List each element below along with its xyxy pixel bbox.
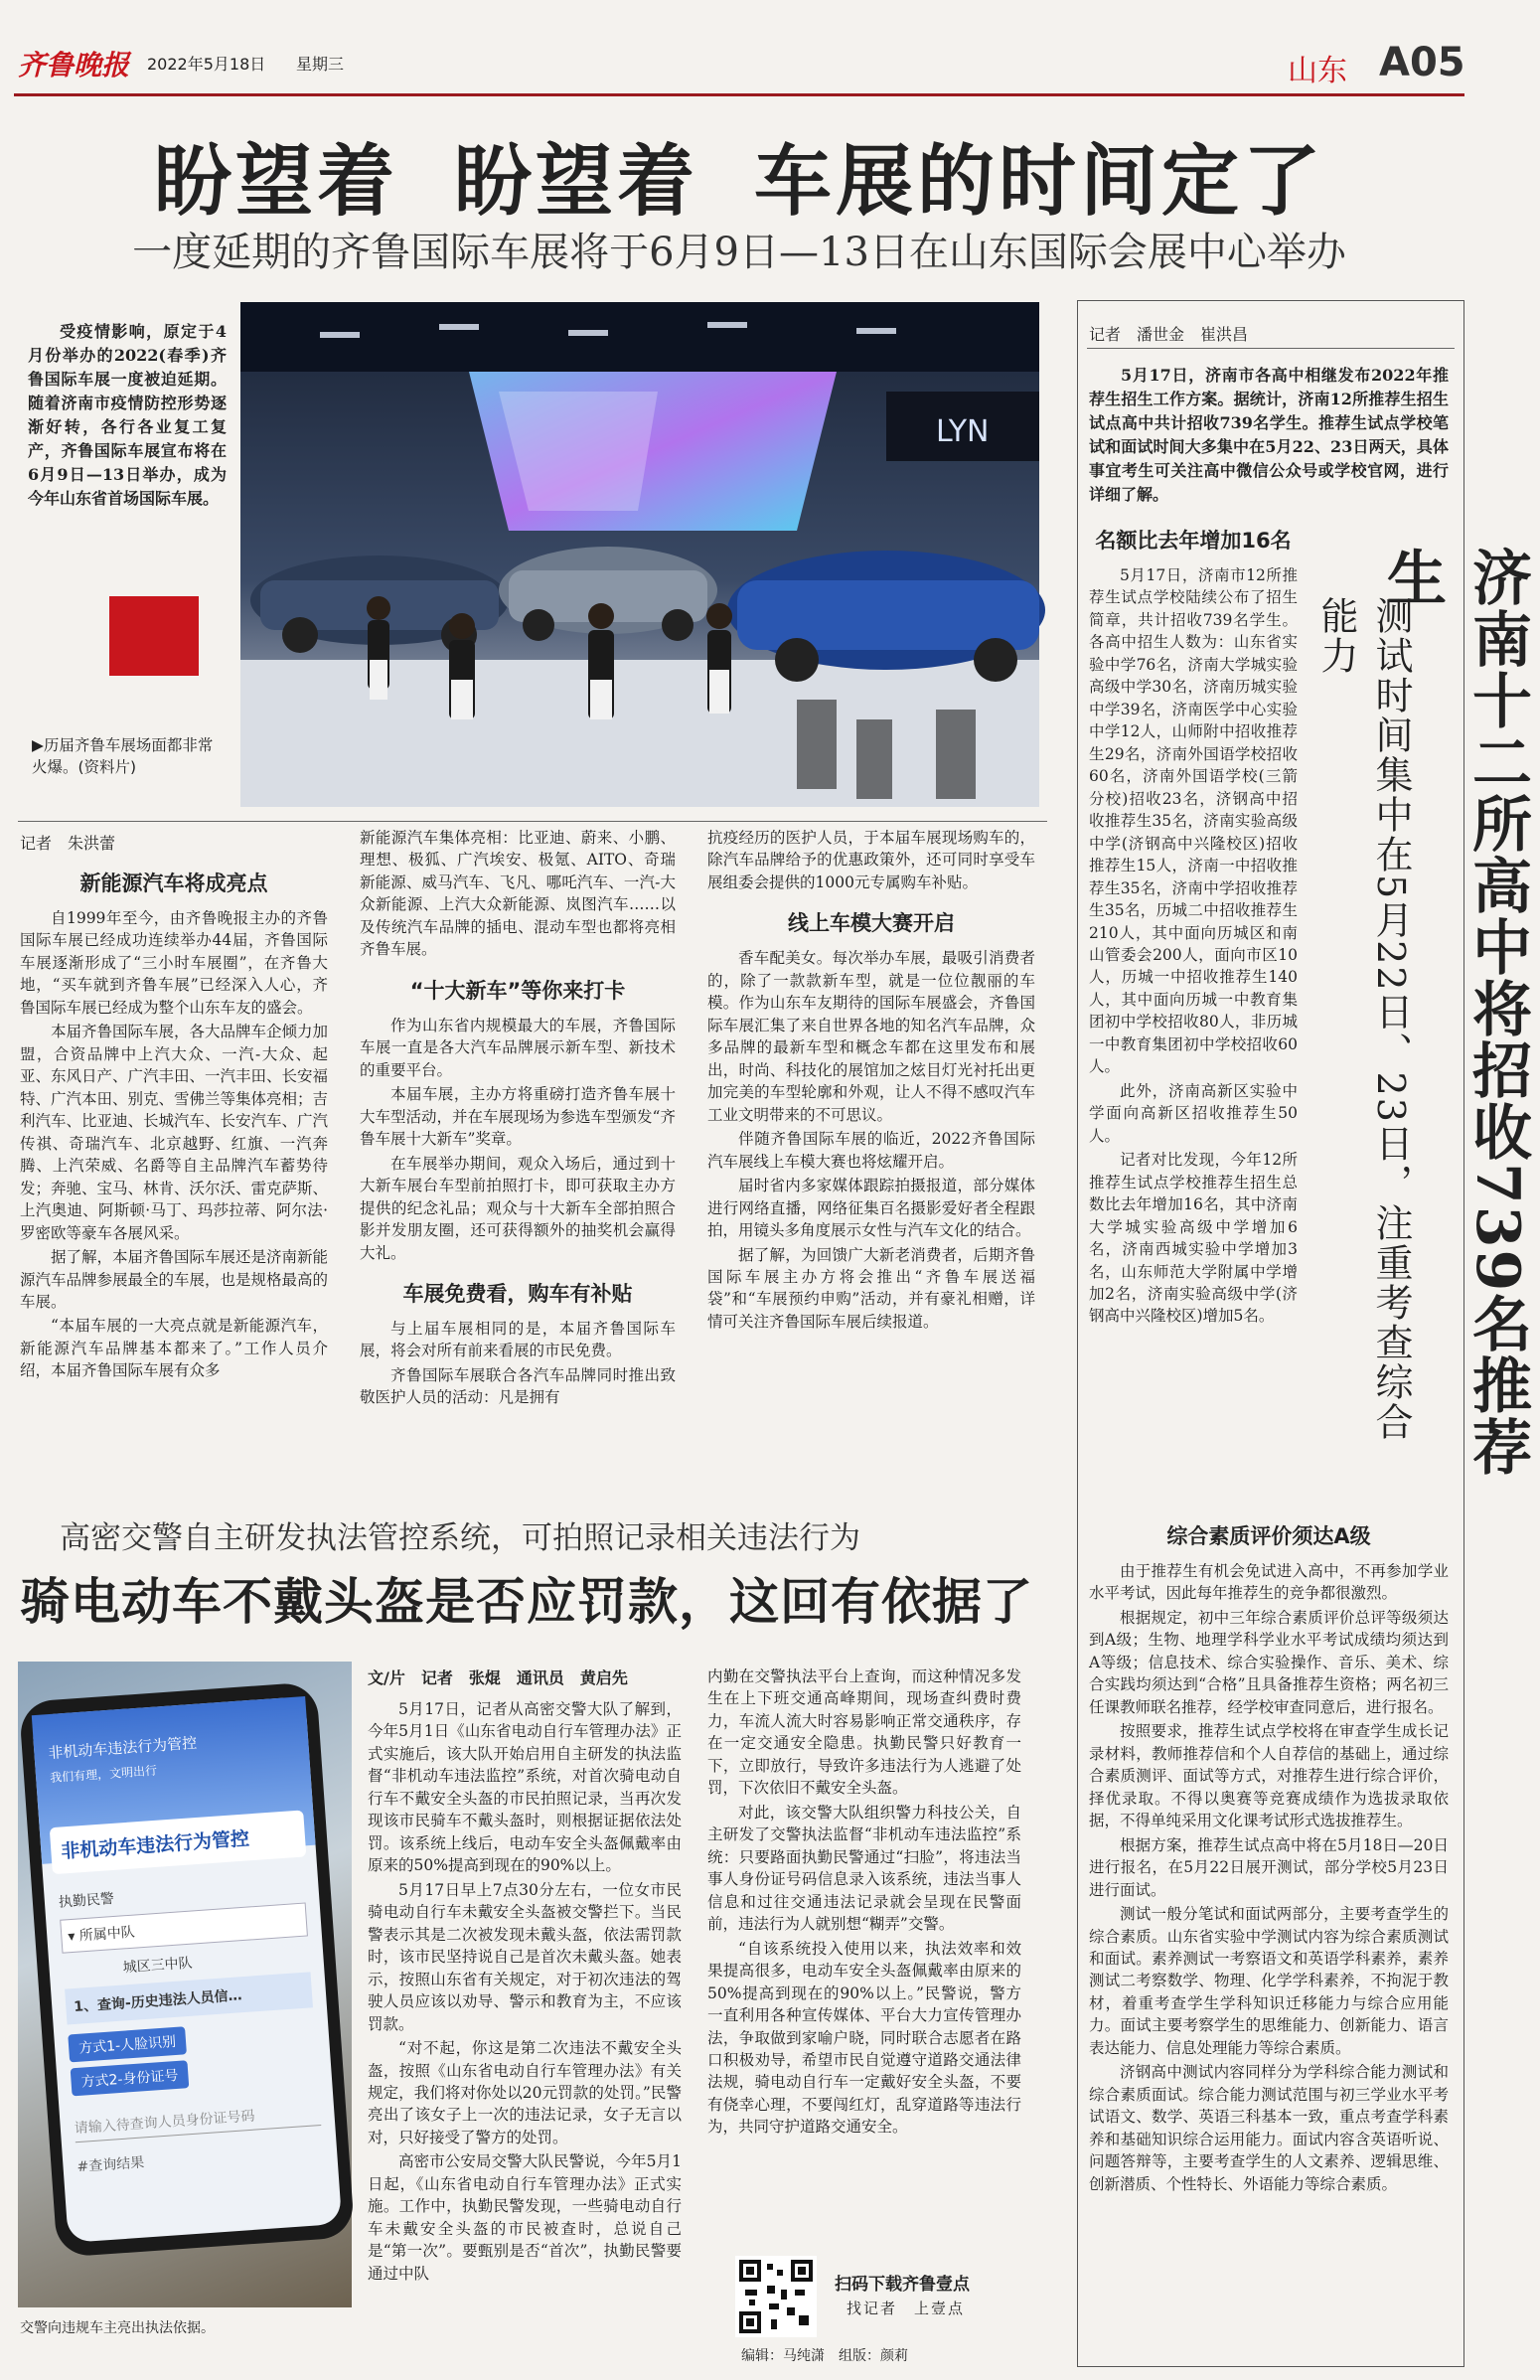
paragraph: 记者对比发现，今年12所推荐生试点学校推荐生招生总数比去年增加16名，其中济南大学城实验高级中学增加6名，济南西城实验中学增加3名，山东师范大学附属中学增加2名，济南实验高级中学(济钢高中兴隆校区)增加5名。 (1089, 1151, 1298, 1326)
story1-lead: 受疫情影响，原定于4月份举办的2022(春季)齐鲁国际车展一度被迫延期。随着济南市疫情防控形势逐渐好转，各行各业复工复产，齐鲁国际车展宣布将在6月9日—13日举办，成为今年山东省首场国际车展。 (28, 322, 227, 508)
story1-column-2 (360, 827, 676, 1468)
headline-part-3: 车展的时间定了 (754, 136, 1325, 227)
story2-subtitle: 高密交警自主研发执法管控系统，可拍照记录相关违法行为 (60, 1520, 860, 1556)
paragraph: 高密市公安局交警大队民警说，今年5月1日起，《山东省电动自行车管理办法》正式实施。工作中，执勤民警发现，一些骑电动自行车未戴安全头盔的市民被查时，总说自己是“第一次”。要甄别是否“首次”，执勤民警要通过中队 (368, 2152, 682, 2283)
query-results-label: #查询结果 (77, 2154, 145, 2176)
red-accent-box (109, 596, 199, 676)
editor-credit: 编辑：马纯潇 组版：颜莉 (741, 2348, 908, 2364)
paragraph: 根据规定，初中三年综合素质评价总评等级须达到A级；生物、地理学科学业水平考试成绩均须达到A等级；信息技术、综合实验操作、音乐、美术、综合实践均须达到“合格”且具备推荐生资格；两名初三任课教师联名推荐，经学校审查同意后，进行报名。 (1089, 1608, 1449, 1716)
story1-byline: 记者 朱洪蕾 (20, 834, 116, 853)
phone-photo (18, 1662, 352, 2307)
app-system-name: 非机动车违法行为管控 (47, 1733, 198, 1763)
paragraph: 新能源汽车集体亮相：比亚迪、蔚来、小鹏、理想、极狐、广汽埃安、极氪、AITO、奇瑞新能源、威马汽车、飞凡、哪吒汽车、一汽-大众新能源、上汽大众新能源、岚图汽车……以及传统汽车品牌的插电、混动车型也都将亮相齐鲁车展。 (360, 829, 676, 959)
paragraph: 对此，该交警大队组织警力科技公关，自主研发了交警执法监督“非机动车违法监控”系统：只要路面执勤民警通过“扫脸”，将违法当事人身份证号码信息录入该系统，违法当事人信息和过往交通违法记录就会呈现在民警面前，违法行为人就别想“糊弄”交警。 (707, 1803, 1021, 1934)
story3-subtitle: 测试时间集中在5月22日、23日，注重考查综合能力 (1314, 596, 1413, 1442)
story3-byline-rule (1087, 348, 1455, 349)
paragraph: 据了解，本届齐鲁国际车展还是济南新能源汽车品牌参展最全的车展，也是规格最高的车展。 (20, 1248, 329, 1311)
paragraph: 届时省内多家媒体跟踪拍摄报道，部分媒体进行网络直播，网络征集百名摄影爱好者全程跟拍，用镜头多角度展示女性与汽车文化的结合。 (707, 1177, 1035, 1240)
paragraph: 内勤在交警执法平台上查询，而这种情况多发生在上下班交通高峰期间，现场查纠费时费力，车流人流大时容易影响正常交通秩序，存在一定交通安全隐患。执勤民警只好教育一下，立即放行，导致许多违法行为人逃避了处罚，下次依旧不戴安全头盔。 (707, 1667, 1021, 1798)
header-rule (14, 93, 1464, 96)
paragraph: 抗疫经历的医护人员，于本届车展现场购车的，除汽车品牌给予的优惠政策外，还可同时享受车展组委会提供的1000元专属购车补贴。 (707, 829, 1035, 891)
paragraph: 按照要求，推荐生试点学校将在审查学生成长记录材料，教师推荐信和个人自荐信的基础上，通过综合素质测评、面试等方式，对推荐生进行综合评价，择优录取。不得以奥赛等竞赛成绩作为选拔录取依据，不得单纯采用文化课考试形式选拔推荐生。 (1089, 1722, 1449, 1830)
issue-weekday: 星期三 (296, 55, 345, 74)
phone-screen (32, 1696, 342, 2243)
qr-sublabel: 找记者 上壹点 (847, 2300, 966, 2317)
field-squadron-label: 所属中队 (78, 1924, 136, 1945)
menu-history-query[interactable]: 1、查询-历史违法人员信… (65, 1972, 313, 2024)
chip-face-recognition[interactable]: 方式1-人脸识别 (68, 2026, 187, 2062)
paragraph: 作为山东省内规模最大的车展，齐鲁国际车展一直是各大汽车品牌展示新车型、新技术的重要平台。 (360, 1016, 676, 1079)
issue-date: 2022年5月18日 (147, 55, 266, 74)
paragraph: “自该系统投入使用以来，执法效率和效果提高很多，电动车安全头盔佩戴率由原来的50%提高到现在的90%以上。”民警说，警方一直利用各种宣传媒体、平台大力宣传管理办法，争取做到家喻户晓，同时联合志愿者在路口积极劝导，希望市民自觉遵守道路交通法律法规，骑电动自行车一定戴好安全头盔，不要有侥幸心理，不要闯红灯，乱穿道路等违法行为，共同守护道路交通安全。 (707, 1939, 1021, 2137)
paragraph: 5月17日，记者从高密交警大队了解到，今年5月1日《山东省电动自行车管理办法》正式实施后，该大队开始启用自主研发的执法监督“非机动车违法监控”系统，对首次骑电动自行车不戴安全头盔的市民拍照记录，当再次发现该市民骑车不戴头盔时，则根据证据依法处罚。该系统上线后，电动车安全头盔佩戴率由原来的50%提高到现在的90%以上。 (368, 1700, 682, 1875)
app-form (43, 1856, 338, 2187)
story3-heading-1: 名额比去年增加16名 (1095, 529, 1292, 553)
car-show-illustration (240, 302, 1039, 807)
story1-column-1 (20, 827, 328, 1468)
story1-subtitle: 一度延期的齐鲁国际车展将于6月9日—13日在山东国际会展中心举办 (132, 230, 1346, 275)
paragraph: 本届车展，主办方将重磅打造齐鲁车展十大车型活动，并在车展现场为参选车型颁发“齐鲁车展十大新车”奖章。 (360, 1085, 676, 1149)
story2-byline: 文/片 记者 张焜 通讯员 黄启先 (368, 1668, 628, 1687)
section-region: 山东 (1288, 54, 1347, 88)
paragraph: 5月17日，济南市12所推荐生试点学校陆续公布了招生简章，共计招收739名学生。各高中招生人数为：山东省实验中学76名，济南大学城实验高级中学30名，济南历城实验中学39名，济南医学中心实验中学12人，山师附中招收推荐生29名，济南外国语学校招收60名，济南外国语学校(三箭分校)招收23名，济钢高中招收推荐生35名，济南实验高级中学(济钢高中兴隆校区)招收推荐生15人，济南一中招收推荐生35名，济南中学招收推荐生35名，历城二中招收推荐生210人，其中面向历城区和南山管委会200人，面向市区10人，历城一中招收推荐生140人，其中面向历城一中教育集团初中学校招收80人，非历城一中教育集团初中学校招收60人。 (1089, 566, 1298, 1076)
story1-headline (0, 119, 1478, 231)
paragraph: 测试一般分笔试和面试两部分，主要考查学生的综合素质。山东省实验中学测试内容为综合素质测试和面试。素养测试一考察语文和英语学科素养，素养测试二考察数学、物理、化学学科素养，不拘泥于教材，着重考查学生学科知识迁移能力与综合应用能力。面试主要考察学生的思维能力、创新能力、语言表达能力、信息处理能力等综合素质。 (1089, 1905, 1449, 2057)
chevron-down-icon: ▾ (67, 1928, 80, 1946)
paragraph: “对不起，你这是第二次违法不戴安全头盔，按照《山东省电动自行车管理办法》有关规定，我们将对你处以20元罚款的处罚。”民警亮出了该女子上一次的违法记录，女子无言以对，只好接受了警方的处罚。 (368, 2039, 682, 2146)
paragraph: 伴随齐鲁国际车展的临近，2022齐鲁国际汽车展线上车模大赛也将炫耀开启。 (707, 1130, 1035, 1171)
paragraph: 在车展举办期间，观众入场后，通过到十大新车展台车型前拍照打卡，即可获取主办方提供的纪念礼品；观众与十大新车全部拍照合影并发朋友圈，还可获得额外的抽奖机会赢得大礼。 (360, 1154, 676, 1262)
qr-code[interactable] (735, 2256, 817, 2337)
paragraph: 本届齐鲁国际车展，各大品牌车企倾力加盟，合资品牌中上汽大众、一汽-大众、起亚、东风日产、广汽丰田、一汽丰田、长安福特、广汽本田、别克、雪佛兰等集体亮相；吉利汽车、比亚迪、长城汽车、长安汽车、广汽传祺、奇瑞汽车、北京越野、红旗、一汽奔腾、上汽荣威、名爵等自主品牌汽车蓄势待发；奔驰、宝马、林肯、沃尔沃、雷克萨斯、上汽奥迪、阿斯顿·马丁、玛莎拉蒂、阿尔法·罗密欧等豪车各展风采。 (20, 1023, 329, 1242)
story1-col2-heading-2: 车展免费看，购车有补贴 (402, 1281, 633, 1306)
story2-column-1 (368, 1666, 682, 2361)
story2-column-2 (707, 1666, 1021, 2262)
lynk-sign: LYN (936, 414, 990, 449)
paragraph: 由于推荐生有机会免试进入高中，不再参加学业水平考试，因此每年推荐生的竞争都很激烈。 (1089, 1562, 1449, 1603)
story1-divider (18, 821, 1047, 822)
label-officer: 执勤民警 (58, 1890, 115, 1911)
story3-column-a (1089, 517, 1298, 1510)
newspaper-logo: 齐鲁晚报 (18, 49, 130, 81)
paragraph: 香车配美女。每次举办车展，最吸引消费者的，除了一款款新车型，就是一位位靓丽的车模。作为山东车友期待的国际车展盛会，齐鲁国际车展汇集了来自世界各地的知名汽车品牌，众多品牌的最新车型和概念车都在这里发布和展出，时尚、科技化的展馆加之炫目灯光衬托出更加完美的车型轮廓和外观，让人不得不感叹汽车工业文明带来的不可思议。 (707, 949, 1035, 1124)
qr-label: 扫码下载齐鲁壹点 (835, 2275, 970, 2295)
story1-col1-body (20, 907, 328, 1382)
paragraph: 齐鲁国际车展联合各汽车品牌同时推出致敬医护人员的活动：凡是拥有 (360, 1365, 676, 1407)
id-input-prompt[interactable]: 请输入待查询人员身份证号码 (74, 2097, 321, 2142)
paragraph: 自1999年至今，由齐鲁晚报主办的齐鲁国际车展已经成功连续举办44届，齐鲁国际车展逐渐形成了“三小时车展圈”，在齐鲁大地，“买车就到齐鲁车展”已经深入人心，齐鲁国际车展已经成为整个山东车友的盛会。 (20, 909, 328, 1017)
paragraph: 此外，济南高新区实验中学面向高新区招收推荐生50人。 (1089, 1081, 1298, 1145)
story1-photo-caption: ▶历届齐鲁车展场面都非常火爆。(资料片) (32, 736, 214, 776)
page-number: A05 (1379, 40, 1465, 85)
field-squadron-value: 城区三中队 (122, 1955, 194, 1977)
story2-headline: 骑电动车不戴头盔是否应罚款，这回有依据了 (20, 1572, 1033, 1631)
story3-headline: 济南十二所高中将招收739名推荐生 (1377, 547, 1532, 1479)
paragraph: 5月17日早上7点30分左右，一位女市民骑电动自行车未戴安全头盔被交警拦下。当民警表示其是二次被发现未戴头盔，依法需罚款时，该市民坚持说自己是首次未戴头盔。她表示，按照山东省有关规定，对于初次违法的驾驶人员应该以劝导、警示和教育为主，不应该罚款。 (368, 1880, 682, 2033)
car-show-photo (240, 302, 1039, 807)
paragraph: “本届车展的一大亮点就是新能源汽车，新能源汽车品牌基本都来了。”工作人员介绍，本届齐鲁国际车展有众多 (20, 1317, 328, 1380)
paragraph: 济钢高中测试内容同样分为学科综合能力测试和综合素质面试。综合能力测试范围与初三学业水平考试语文、数学、英语三科基本一致，重点考查学科素养和基础知识综合运用能力。面试内容含英语听说、问题答辩等，主要考查学生的人文素养、逻辑思维、创新潜质、个性特长、外语能力等综合素质。 (1089, 2063, 1449, 2193)
story1-column-3 (707, 827, 1035, 1468)
paragraph: 据了解，为回馈广大新老消费者，后期齐鲁国际车展主办方将会推出“齐鲁车展送福袋”和“车展预约申购”活动，并有豪礼相赠，详情可关注齐鲁国际车展后续报道。 (707, 1245, 1035, 1331)
app-banner: 非机动车违法行为管控 (50, 1810, 307, 1874)
story3-byline: 记者 潘世金 崔洪昌 (1089, 325, 1249, 344)
story1-col3-heading: 线上车模大赛开启 (788, 911, 955, 936)
headline-part-1: 盼望着 (153, 136, 398, 227)
paragraph: 根据方案，推荐生试点高中将在5月18日—20日进行报名，在5月22日展开测试，部分学校5月23日进行面试。 (1089, 1835, 1449, 1899)
qr-code-icon (735, 2256, 817, 2337)
app-system-line2: 我们有理，文明出行 (49, 1763, 158, 1786)
story1-col1-heading: 新能源汽车将成亮点 (79, 872, 268, 895)
story2-photo-caption: 交警向违规车主亮出执法依据。 (20, 2320, 215, 2336)
headline-part-2: 盼望着 (453, 136, 698, 227)
chip-id-number[interactable]: 方式2-身份证号 (71, 2060, 190, 2096)
story3-column-b (1089, 1520, 1449, 2355)
story3-lead: 5月17日，济南市各高中相继发布2022年推荐生招生工作方案。据统计，济南12所推荐生招生试点高中共计招收739名学生。推荐生试点学校笔试和面试时间大多集中在5月22、23日两天，具体事宜考生可关注高中微信公众号或学校官网，进行详细了解。 (1089, 366, 1449, 504)
story3-heading-2: 综合素质评价须达A级 (1166, 1524, 1371, 1548)
phone-device (19, 1681, 355, 2258)
story1-col2-heading-1: “十大新车”等你来打卡 (409, 978, 626, 1003)
paragraph: 与上届车展相同的是，本届齐鲁国际车展，将会对所有前来看展的市民免费。 (360, 1319, 676, 1360)
